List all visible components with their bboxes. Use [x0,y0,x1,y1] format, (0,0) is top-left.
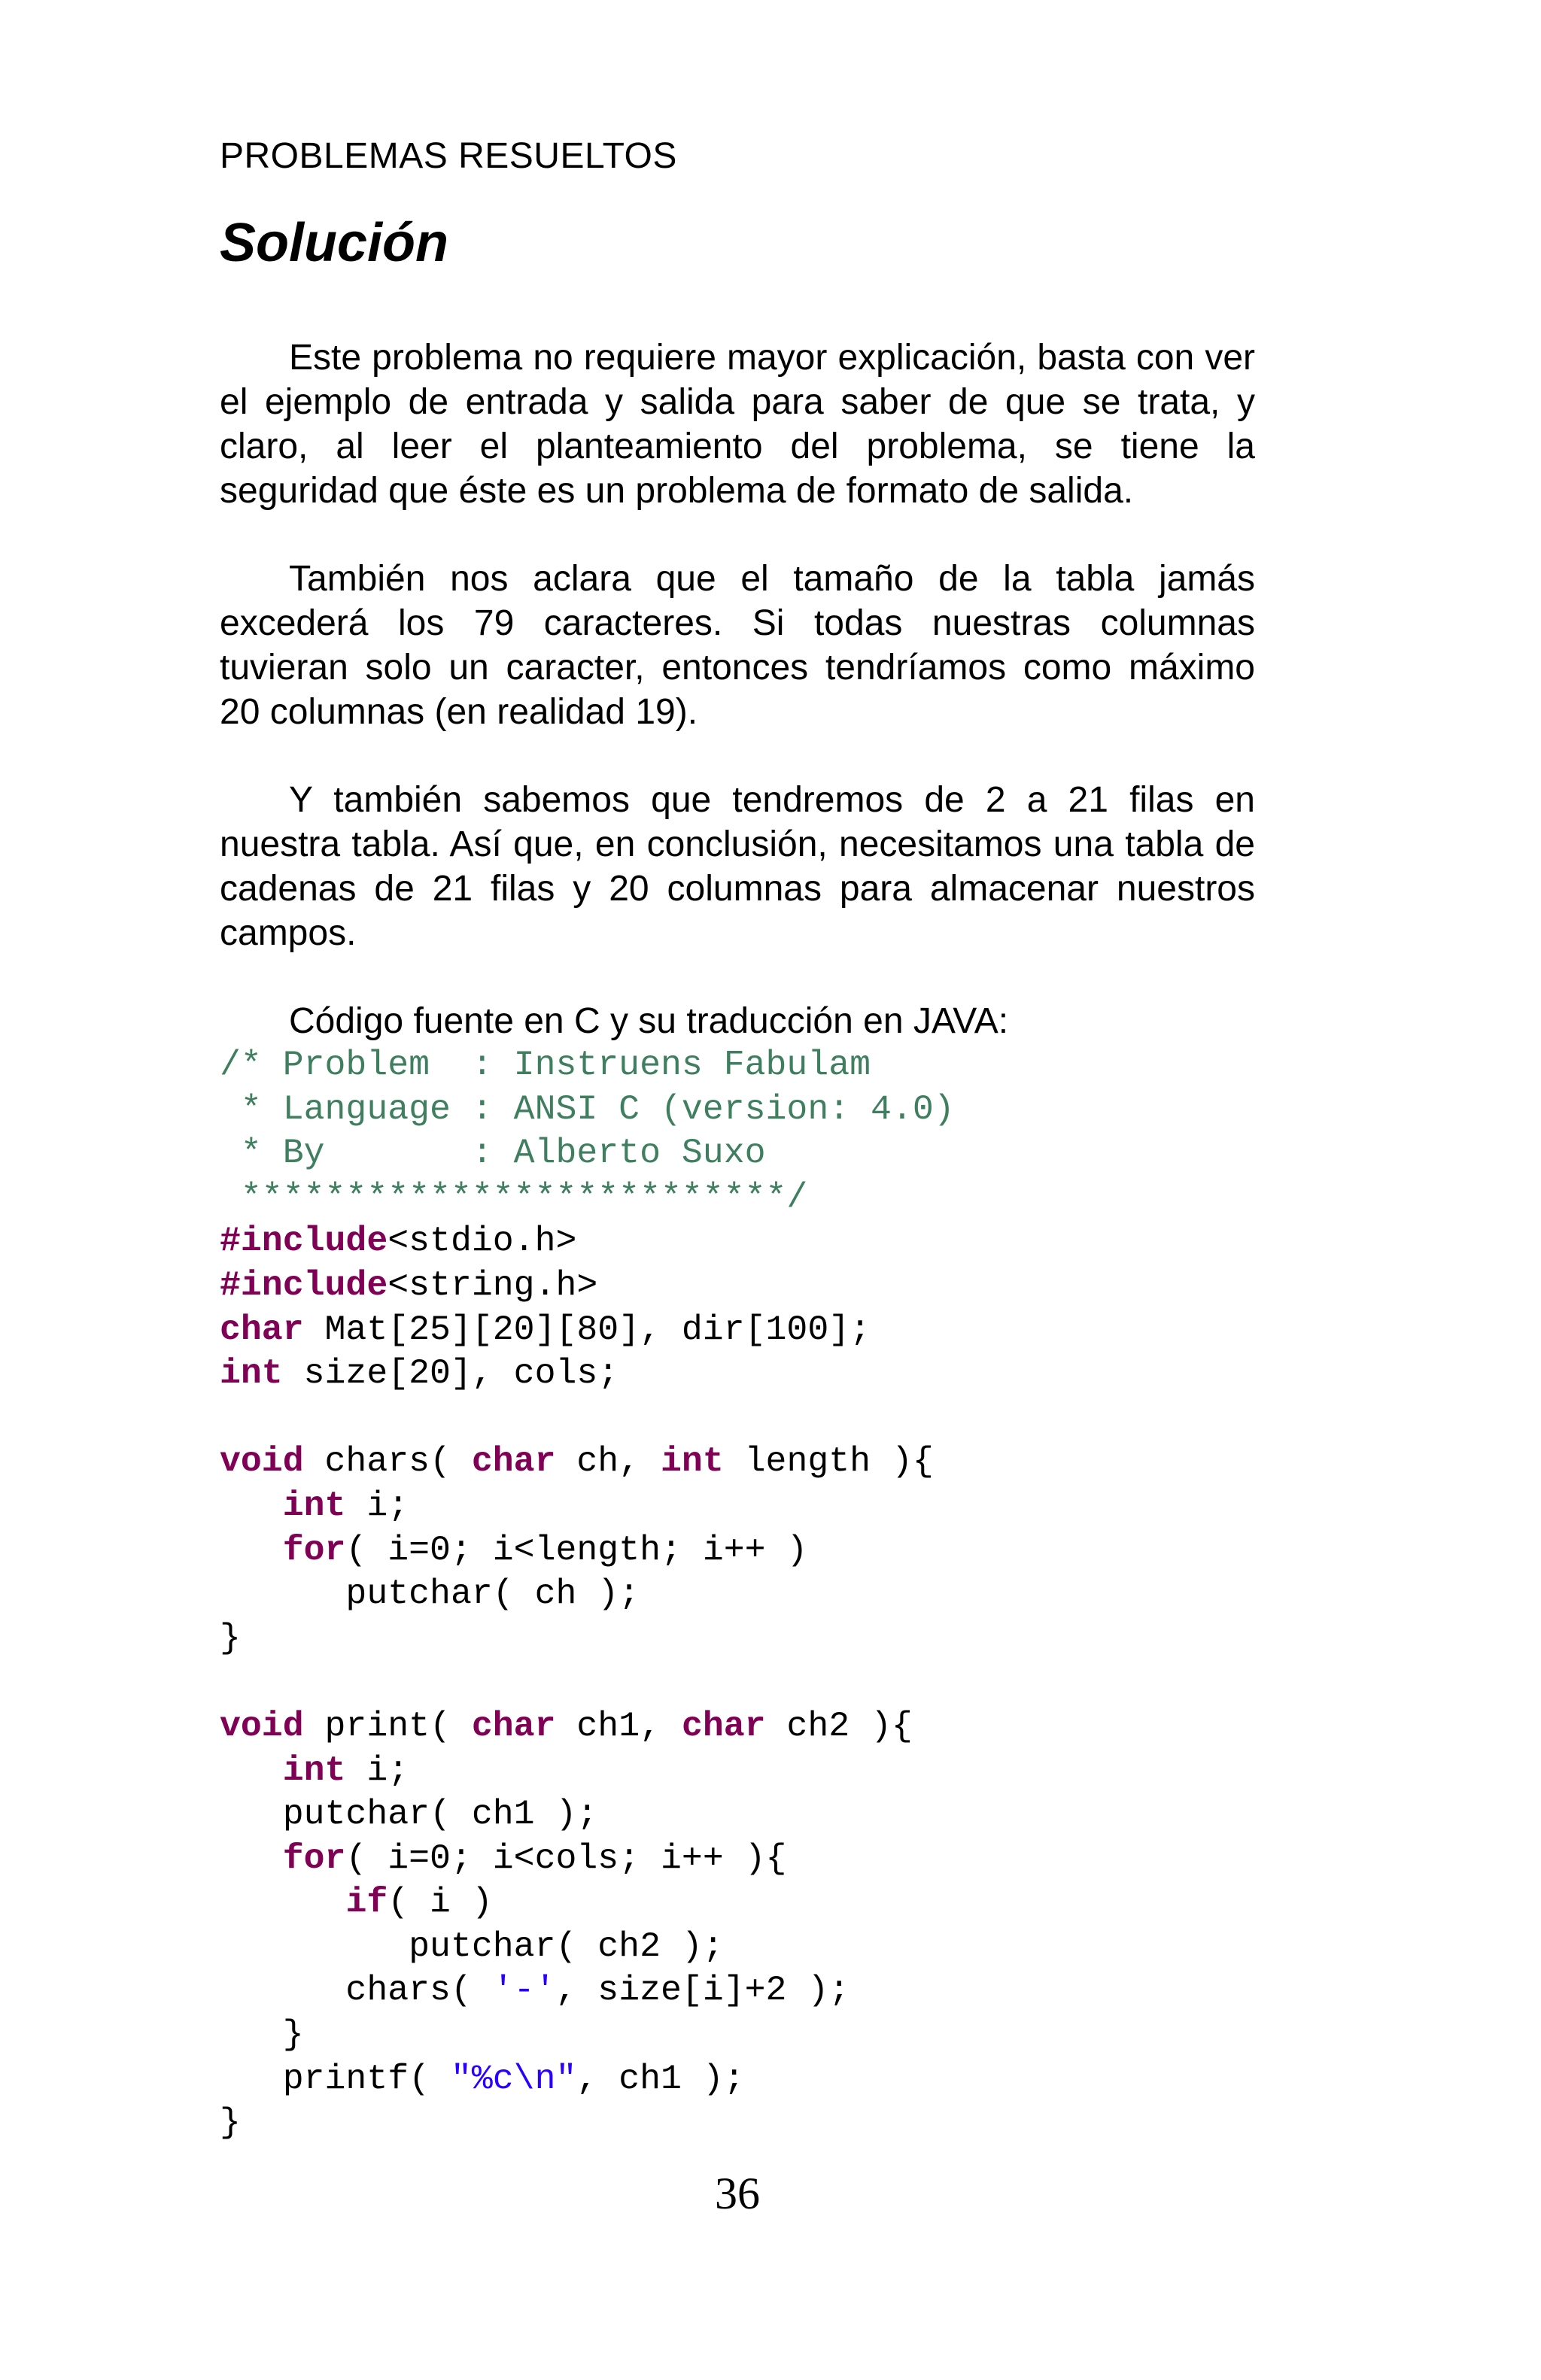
code-line [220,2057,955,2102]
code-text: ( i ) [388,1882,493,1923]
code-line [220,1308,955,1352]
code-line [220,1352,955,1396]
code-comment: **************************/ [220,1176,808,1217]
running-header: PROBLEMAS RESUELTOS [220,136,677,176]
code-text: <string.h> [388,1264,598,1305]
paragraph-1: Este problema no requiere mayor explicación, basta con ver el ejemplo de entrada y salida para saber de que se trata, y claro, al leer el planteamiento del problema, se tiene la seguridad que éste es un problema de formato de salida. [220,338,1255,511]
code-line [220,1043,955,1088]
code-text: ch2 ){ [765,1705,913,1746]
code-text: ( i=0; i<length; i++ ) [345,1529,808,1570]
code-line [220,1881,955,1925]
code-keyword: #include [220,1221,388,1261]
code-line [220,1793,955,1837]
code-text: } [220,1617,241,1658]
code-line [220,1440,955,1484]
code-text: length ){ [723,1441,934,1482]
code-listing [220,1043,955,2145]
code-text: chars( [303,1441,472,1482]
code-line [220,1572,955,1617]
code-line [220,1617,955,1661]
code-text [220,1486,283,1525]
code-text: } [220,2014,304,2055]
code-text: ch, [555,1441,661,1482]
code-text: <stdio.h> [388,1221,577,1261]
code-text: , size[i]+2 ); [555,1970,850,2011]
code-line [220,2101,955,2145]
code-line [220,1969,955,2013]
code-keyword: char [471,1441,556,1482]
code-line [220,1131,955,1176]
code-comment: /* Problem : Instruens Fabulam [220,1045,871,1085]
code-line [220,1705,955,1749]
code-intro: Código fuente en C y su traducción en JAVA: [289,1001,1009,1041]
code-keyword: int [661,1441,724,1482]
code-keyword: for [282,1529,346,1570]
code-line [220,1484,955,1528]
code-comment: * Language : ANSI C (version: 4.0) [220,1088,955,1129]
code-line [220,1925,955,1969]
code-keyword: int [220,1353,283,1394]
code-line [220,1264,955,1308]
code-text: size[20], cols; [282,1353,619,1394]
code-line [220,1660,955,1705]
code-comment: * By : Alberto Suxo [220,1133,766,1173]
code-text: putchar( ch2 ); [220,1926,724,1966]
code-line [220,1088,955,1132]
code-line [220,2013,955,2057]
code-keyword: int [282,1485,346,1525]
code-text [220,1882,345,1922]
code-keyword: for [282,1838,346,1878]
code-keyword: void [220,1441,304,1482]
code-text: , ch1 ); [576,2058,745,2099]
code-string: "%c\n" [450,2058,577,2099]
code-keyword: void [220,1705,304,1746]
code-text [220,1530,283,1570]
section-title: Solución [220,213,448,273]
code-line [220,1528,955,1573]
code-text: ( i=0; i<cols; i++ ){ [345,1838,787,1878]
code-text: Mat[25][20][80], dir[100]; [303,1309,871,1349]
code-text: chars( [220,1970,493,2011]
code-keyword: char [220,1309,304,1349]
code-keyword: char [471,1705,556,1746]
code-text: putchar( ch ); [220,1574,640,1614]
code-text: i; [345,1750,409,1790]
code-keyword: char [681,1705,766,1746]
paragraph-3: Y también sabemos que tendremos de 2 a 21 filas en nuestra tabla. Así que, en conclusión, necesitamos una tabla de cadenas de 21 filas y 20 columnas para almacenar nuestros campos. [220,780,1255,953]
code-text: printf( [220,2058,451,2099]
code-line [220,1176,955,1220]
code-keyword: #include [220,1264,388,1305]
code-line [220,1749,955,1793]
code-line [220,1837,955,1881]
code-text [220,1750,283,1790]
code-text [220,1838,283,1878]
code-keyword: if [345,1882,388,1923]
code-line [220,1219,955,1264]
code-text: putchar( ch1 ); [220,1794,598,1835]
page-number: 36 [715,2169,760,2218]
code-string: '-' [492,1970,556,2011]
paragraph-2: También nos aclara que el tamaño de la tabla jamás excederá los 79 caracteres. Si todas nuestras columnas tuvieran solo un caracter, entonces tendríamos como máximo 20 columnas (en realidad 19). [220,559,1255,732]
code-text: } [220,2102,241,2143]
code-keyword: int [282,1750,346,1790]
code-text: print( [303,1705,472,1746]
code-text: i; [345,1485,409,1525]
code-line [220,1396,955,1440]
code-text: ch1, [555,1705,682,1746]
